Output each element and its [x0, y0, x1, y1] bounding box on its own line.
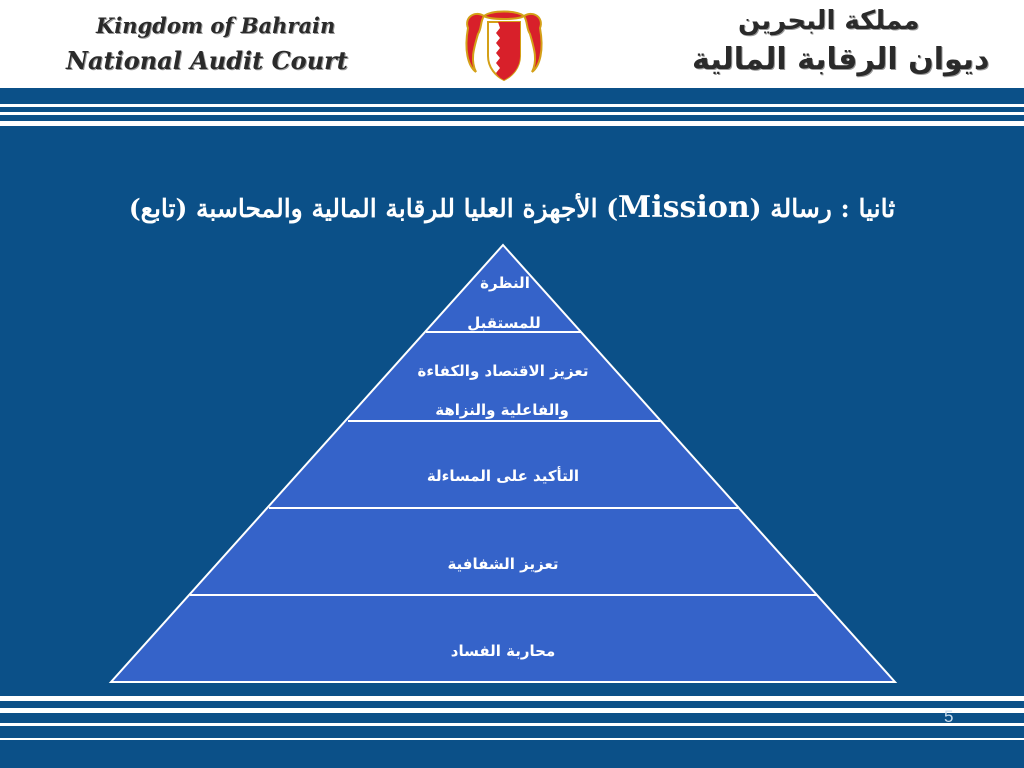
level-4-label: تعزيز الشفافية: [447, 555, 559, 573]
level-5-label: محاربة الفساد: [450, 642, 556, 660]
pyramid-body: [111, 245, 895, 682]
logo-arabic-line1: مملكة البحرين: [738, 6, 920, 36]
page-number: 5: [944, 707, 954, 726]
logo-arabic-line2: ديوان الرقابة المالية: [692, 42, 990, 77]
level-3-label: التأكيد على المساءلة: [426, 467, 580, 485]
level-1-line-1: النظرة: [480, 274, 530, 292]
logo-english-line2: National Audit Court: [66, 46, 348, 75]
level-1-line-2: للمستقبل: [467, 314, 541, 332]
logo-english-line1: Kingdom of Bahrain: [96, 13, 336, 38]
title-part-after: ) الأجهزة العليا للرقابة المالية والمحاسبة (تابع): [128, 194, 619, 223]
title-keyword: Mission: [618, 190, 750, 225]
level-2-line-2: والفاعلية والنزاهة: [435, 401, 569, 419]
title-part-before: ثانيا : رسالة (: [749, 194, 896, 223]
level-2-line-1: تعزيز الاقتصاد والكفاءة: [417, 362, 589, 380]
